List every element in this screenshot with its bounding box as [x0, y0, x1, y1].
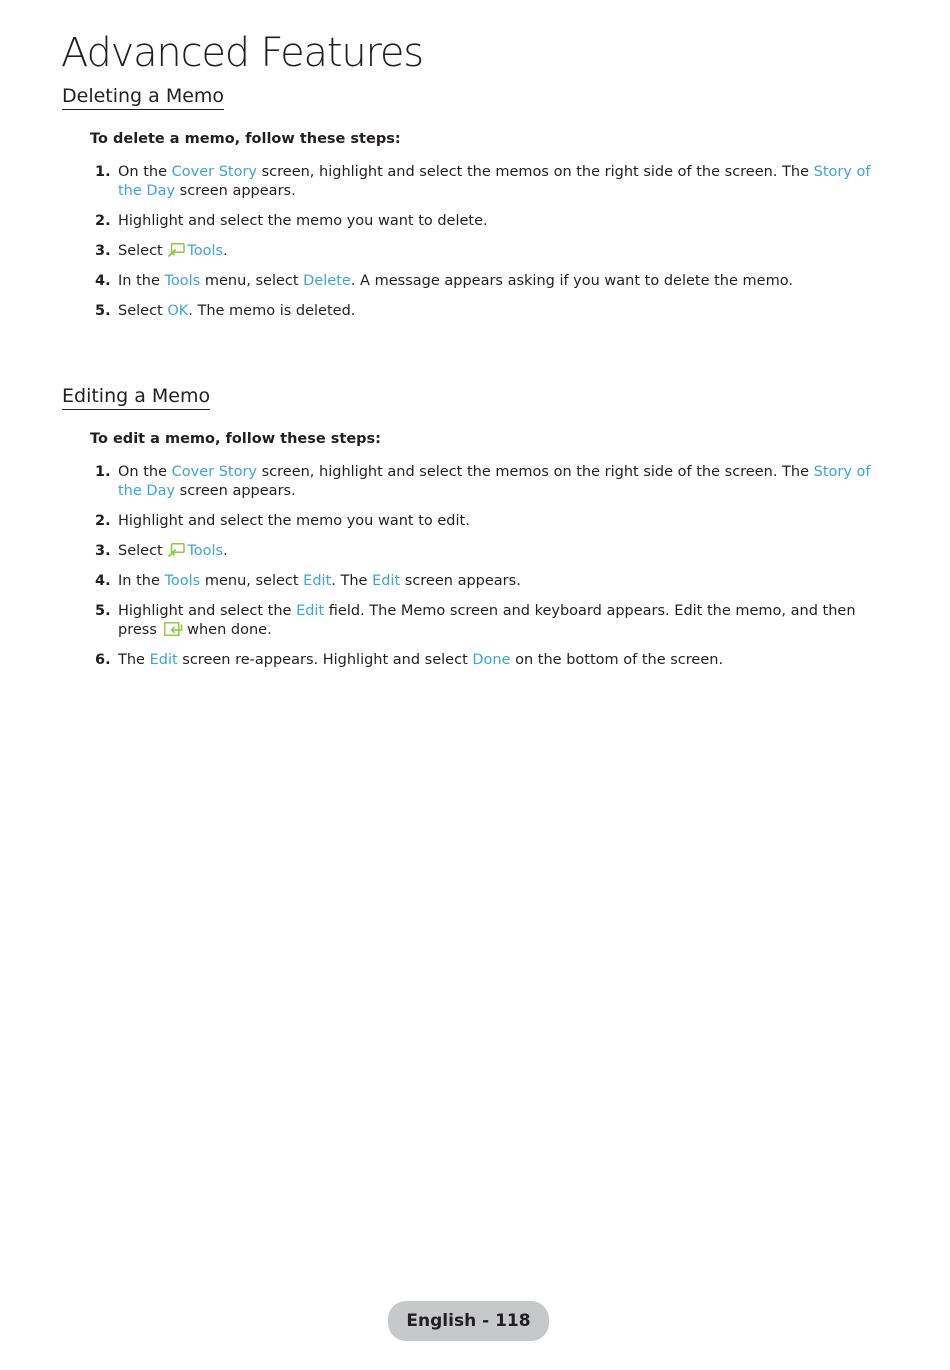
tools-link[interactable]: Tools: [164, 273, 201, 289]
step-text: . The: [331, 573, 373, 589]
step-text: . A message appears asking if you want to delete the memo.: [350, 273, 793, 289]
step-text: screen appears.: [175, 183, 296, 199]
step-text: screen appears.: [400, 573, 521, 589]
step-text: In the: [118, 573, 165, 589]
page-number-label: English - 118: [406, 1311, 531, 1331]
step-number: 1.: [95, 464, 111, 480]
ok-link[interactable]: OK: [167, 303, 189, 319]
step-text: menu, select: [200, 573, 304, 589]
edit-step-list: [90, 463, 880, 681]
page-title: Advanced Features: [61, 30, 423, 76]
step-text: when done.: [182, 622, 272, 638]
story-of-the-day-link[interactable]: Story of the Day: [118, 464, 871, 499]
step-number: 4.: [95, 573, 111, 589]
edit-step-6: [90, 651, 880, 670]
tools-icon: [168, 243, 185, 257]
step-text: In the: [118, 273, 165, 289]
story-of-the-day-link[interactable]: Story of the Day: [118, 164, 871, 199]
step-text: Highlight and select the: [118, 603, 297, 619]
step-number: 1.: [95, 164, 111, 180]
delete-link[interactable]: Delete: [303, 273, 351, 289]
tools-link[interactable]: Tools: [187, 543, 224, 559]
edit-step-2: [90, 512, 880, 531]
tools-icon: [168, 543, 185, 557]
section-heading-delete-memo: Deleting a Memo: [62, 84, 224, 110]
step-number: 5.: [95, 303, 111, 319]
edit-steps-intro: To edit a memo, follow these steps:: [90, 431, 381, 447]
step-text: screen appears.: [175, 483, 296, 499]
step-text: Select: [118, 243, 168, 259]
step-text: The: [118, 652, 150, 668]
step-text: on the bottom of the screen.: [510, 652, 724, 668]
delete-step-2: [90, 212, 880, 231]
tools-link[interactable]: Tools: [164, 573, 201, 589]
step-number: 2.: [95, 213, 111, 229]
cover-story-link[interactable]: Cover Story: [171, 464, 257, 480]
step-text: screen, highlight and select the memos on the right side of the screen. The: [257, 164, 814, 180]
delete-step-3: [90, 242, 880, 261]
edit-step-4: [90, 572, 880, 591]
edit-step-1: [90, 463, 880, 501]
delete-step-5: [90, 302, 880, 321]
step-text: menu, select: [200, 273, 304, 289]
step-number: 3.: [95, 543, 111, 559]
step-text: . The memo is deleted.: [188, 303, 356, 319]
delete-step-4: [90, 272, 880, 291]
step-text: screen, highlight and select the memos on the right side of the screen. The: [257, 464, 814, 480]
edit-step-3: [90, 542, 880, 561]
step-text: Highlight and select the memo you want to edit.: [118, 513, 470, 529]
edit-step-5: [90, 602, 880, 640]
step-text: .: [223, 243, 228, 259]
enter-icon: [164, 622, 183, 636]
edit-field-link[interactable]: Edit: [296, 603, 325, 619]
step-text: screen re-appears. Highlight and select: [177, 652, 473, 668]
step-text: On the: [118, 464, 172, 480]
step-text: .: [223, 543, 228, 559]
step-text: Select: [118, 543, 168, 559]
step-text: On the: [118, 164, 172, 180]
step-text: Select: [118, 303, 168, 319]
cover-story-link[interactable]: Cover Story: [171, 164, 257, 180]
step-number: 4.: [95, 273, 111, 289]
step-number: 5.: [95, 603, 111, 619]
edit-link[interactable]: Edit: [372, 573, 401, 589]
edit-link[interactable]: Edit: [149, 652, 178, 668]
section-heading-edit-memo: Editing a Memo: [62, 384, 210, 410]
step-number: 3.: [95, 243, 111, 259]
delete-step-list: [90, 163, 880, 332]
edit-link[interactable]: Edit: [303, 573, 332, 589]
step-number: 2.: [95, 513, 111, 529]
page-number-badge: [388, 1301, 549, 1341]
delete-step-1: [90, 163, 880, 201]
step-text: Highlight and select the memo you want to delete.: [118, 213, 488, 229]
done-link[interactable]: Done: [472, 652, 511, 668]
tools-link[interactable]: Tools: [187, 243, 224, 259]
delete-steps-intro: To delete a memo, follow these steps:: [90, 131, 401, 147]
step-number: 6.: [95, 652, 111, 668]
step-text: field. The Memo screen and keyboard appears. Edit the memo, and then press: [118, 603, 856, 638]
